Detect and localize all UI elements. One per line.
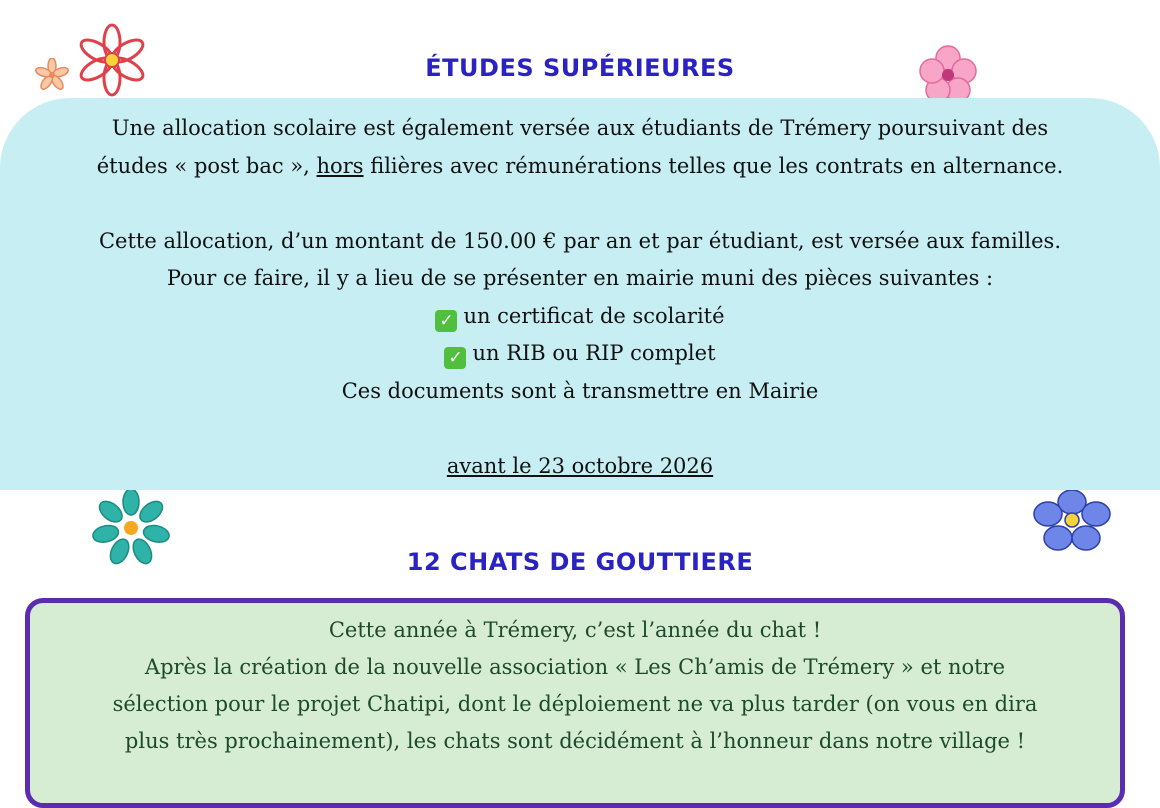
section-title-chats: 12 CHATS DE GOUTTIERE bbox=[406, 548, 754, 576]
section-title-etudes: ÉTUDES SUPÉRIEURES bbox=[425, 54, 735, 82]
required-document-2 bbox=[0, 335, 1160, 373]
studies-line-1: Une allocation scolaire est également versée aux étudiants de Trémery poursuivant des bbox=[111, 116, 1049, 140]
cats-line-2: Après la création de la nouvelle association « Les Ch’amis de Trémery » et notre bbox=[144, 655, 1006, 679]
check-icon: ✓ bbox=[444, 347, 466, 369]
cats-line-4: plus très prochainement), les chats sont décidément à l’honneur dans notre village ! bbox=[124, 729, 1026, 753]
studies-line-2 bbox=[0, 148, 1160, 186]
studies-line-5: Ces documents sont à transmettre en Mairie bbox=[341, 378, 819, 403]
studies-underlined-word: hors bbox=[316, 153, 364, 178]
cats-line-1: Cette année à Trémery, c’est l’année du chat ! bbox=[328, 618, 822, 642]
required-document-1 bbox=[0, 298, 1160, 336]
studies-info-text bbox=[0, 110, 1160, 485]
studies-line-2-start: études « post bac », bbox=[96, 153, 317, 178]
deadline-text: avant le 23 octobre 2026 bbox=[446, 453, 714, 478]
studies-line-2-end: filières avec rémunérations telles que les contrats en alternance. bbox=[363, 153, 1064, 178]
required-document-1-label: un certificat de scolarité bbox=[463, 303, 725, 328]
required-document-2-label: un RIB ou RIP complet bbox=[472, 341, 716, 365]
studies-line-3: Cette allocation, d’un montant de 150.00 € par an et par étudiant, est versée aux familles. bbox=[98, 228, 1062, 253]
blue-flower-icon bbox=[1028, 490, 1116, 552]
check-icon: ✓ bbox=[435, 310, 457, 332]
cats-info-text bbox=[25, 612, 1125, 760]
studies-line-4: Pour ce faire, il y a lieu de se présenter en mairie muni des pièces suivantes : bbox=[166, 266, 994, 290]
cats-line-3: sélection pour le projet Chatipi, dont le déploiement ne va plus tarder (on vous en dira bbox=[112, 692, 1038, 716]
